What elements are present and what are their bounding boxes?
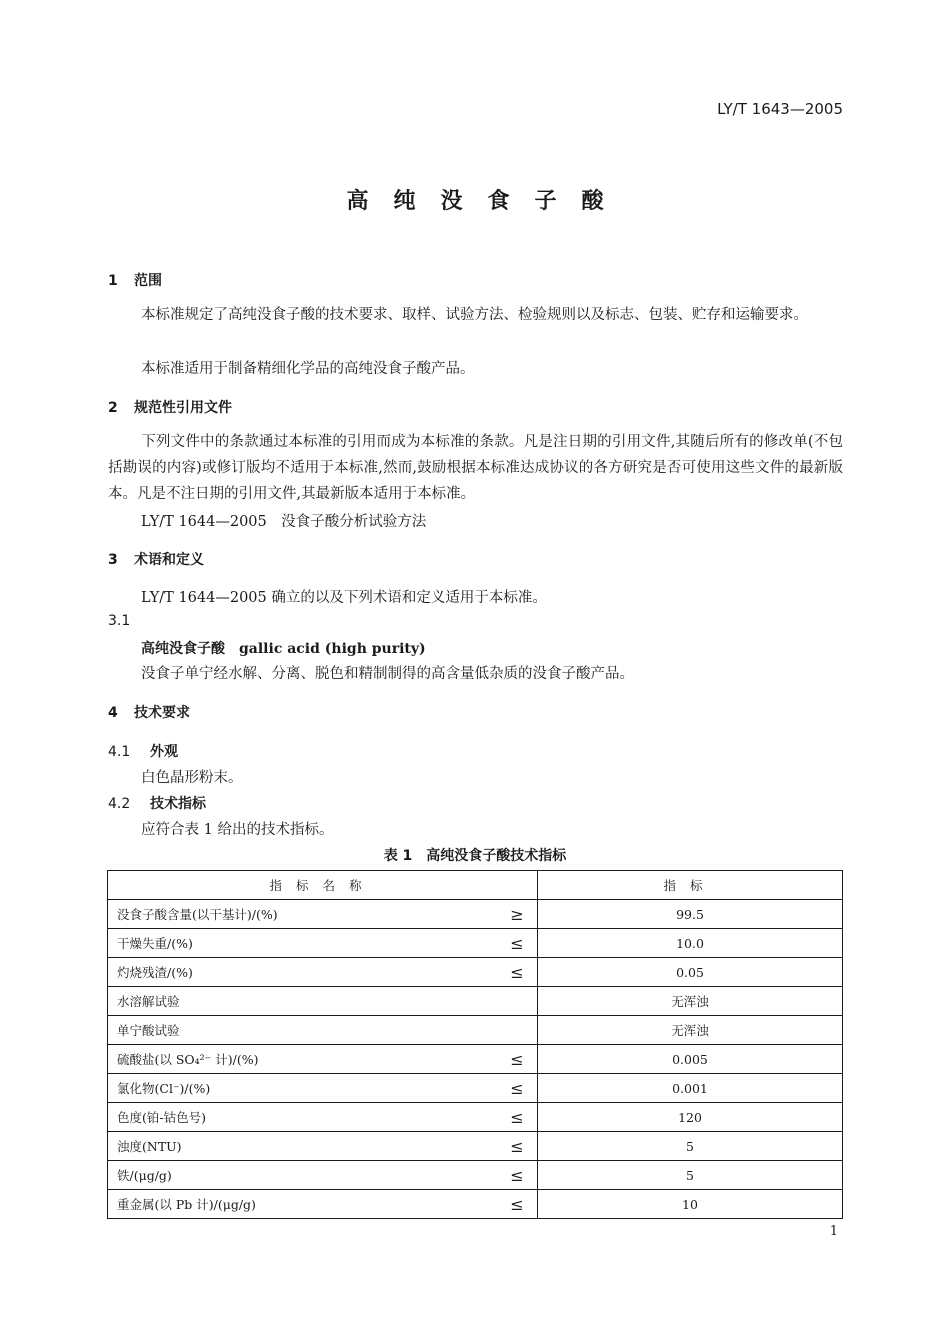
header-indicator-value: 指标 [538,871,843,900]
indicator-name: 硫酸盐(以 SO₄²⁻ 计)/(%) [108,1045,498,1074]
indicator-value: 0.001 [538,1074,843,1103]
specification-table [107,870,843,1219]
comparison-operator: ≤ [497,929,538,958]
indicator-value: 10.0 [538,929,843,958]
table-row [108,1161,843,1190]
comparison-operator: ≤ [497,1074,538,1103]
appearance-text: 白色晶形粉末。 [141,770,243,786]
indicator-value: 99.5 [538,900,843,929]
indicator-value: 0.05 [538,958,843,987]
comparison-operator: ≤ [497,1132,538,1161]
table-header-row [108,871,843,900]
indicator-value: 5 [538,1132,843,1161]
section-number: 3.1 [108,613,131,629]
comparison-operator: ≤ [497,958,538,987]
section-4-heading [108,702,190,722]
section-title: 技术要求 [134,705,190,721]
standard-code: LY/T 1643—2005 [717,100,843,118]
comparison-operator: ≤ [497,1161,538,1190]
section-number: 2 [108,400,118,416]
table-caption: 表 1 高纯没食子酸技术指标 [383,848,567,864]
subsection-4-2-heading [108,793,206,813]
section-number: 4.1 [108,744,131,760]
section-3-heading [108,549,204,569]
indicator-value: 120 [538,1103,843,1132]
spec-intro-text: 应符合表 1 给出的技术指标。 [141,822,334,838]
section-number: 4.2 [108,796,131,812]
indicator-name: 没食子酸含量(以干基计)/(%) [108,900,498,929]
section-1-paragraph-2: 本标准适用于制备精细化学品的高纯没食子酸产品。 [141,361,475,377]
indicator-name: 铁/(μg/g) [108,1161,498,1190]
table-row [108,1016,843,1045]
section-title: 规范性引用文件 [134,400,232,416]
section-title: 外观 [150,744,178,760]
comparison-operator: ≤ [497,1190,538,1219]
table-row [108,1190,843,1219]
comparison-operator: ≤ [497,1103,538,1132]
indicator-name: 色度(铂-钴色号) [108,1103,498,1132]
table-row [108,958,843,987]
section-number: 4 [108,705,118,721]
comparison-operator [497,1016,538,1045]
paragraph-text: 下列文件中的条款通过本标准的引用而成为本标准的条款。凡是注日期的引用文件,其随后所有的修改单(不包括勘误的内容)或修订版均不适用于本标准,然而,鼓励根据本标准达成协议的各方研究是否可使用这些文件的最新版本。凡是不注日期的引用文件,其最新版本适用于本标准。 [108,434,843,502]
comparison-operator [497,987,538,1016]
table-row [108,1103,843,1132]
table-row [108,987,843,1016]
indicator-name: 灼烧残渣/(%) [108,958,498,987]
paragraph-text: 本标准规定了高纯没食子酸的技术要求、取样、试验方法、检验规则以及标志、包装、贮存和运输要求。 [141,307,808,323]
section-2-heading [108,397,232,417]
table-row [108,929,843,958]
section-1-heading [108,270,162,290]
section-2-paragraph-1 [108,429,843,507]
table-row [108,1132,843,1161]
section-3-paragraph-1: LY/T 1644—2005 确立的以及下列术语和定义适用于本标准。 [141,590,547,606]
comparison-operator: ≤ [497,1045,538,1074]
table-row [108,1074,843,1103]
comparison-operator: ≥ [497,900,538,929]
subsection-3-1-number [108,613,130,629]
table-row [108,1045,843,1074]
section-1-paragraph-1 [108,302,843,328]
indicator-name: 重金属(以 Pb 计)/(μg/g) [108,1190,498,1219]
term-english: gallic acid (high purity) [239,641,426,657]
section-title: 范围 [134,273,162,289]
indicator-name: 氯化物(Cl⁻)/(%) [108,1074,498,1103]
header-indicator-name: 指标名称 [108,871,538,900]
indicator-value: 无浑浊 [538,987,843,1016]
indicator-value: 5 [538,1161,843,1190]
term-chinese: 高纯没食子酸 [141,641,225,657]
normative-reference: LY/T 1644—2005 没食子酸分析试验方法 [141,514,427,530]
indicator-value: 无浑浊 [538,1016,843,1045]
indicator-name: 水溶解试验 [108,987,498,1016]
indicator-name: 单宁酸试验 [108,1016,498,1045]
indicator-name: 浊度(NTU) [108,1132,498,1161]
subsection-4-1-heading [108,741,178,761]
section-number: 1 [108,273,118,289]
term-definition: 没食子单宁经水解、分离、脱色和精制制得的高含量低杂质的没食子酸产品。 [141,666,634,682]
table-row [108,900,843,929]
document-title: 高纯没食子酸 [346,189,629,214]
section-title: 技术指标 [150,796,206,812]
term-entry [141,638,426,658]
indicator-value: 0.005 [538,1045,843,1074]
indicator-value: 10 [538,1190,843,1219]
indicator-name: 干燥失重/(%) [108,929,498,958]
section-number: 3 [108,552,118,568]
page-number: 1 [829,1224,838,1239]
section-title: 术语和定义 [134,552,204,568]
